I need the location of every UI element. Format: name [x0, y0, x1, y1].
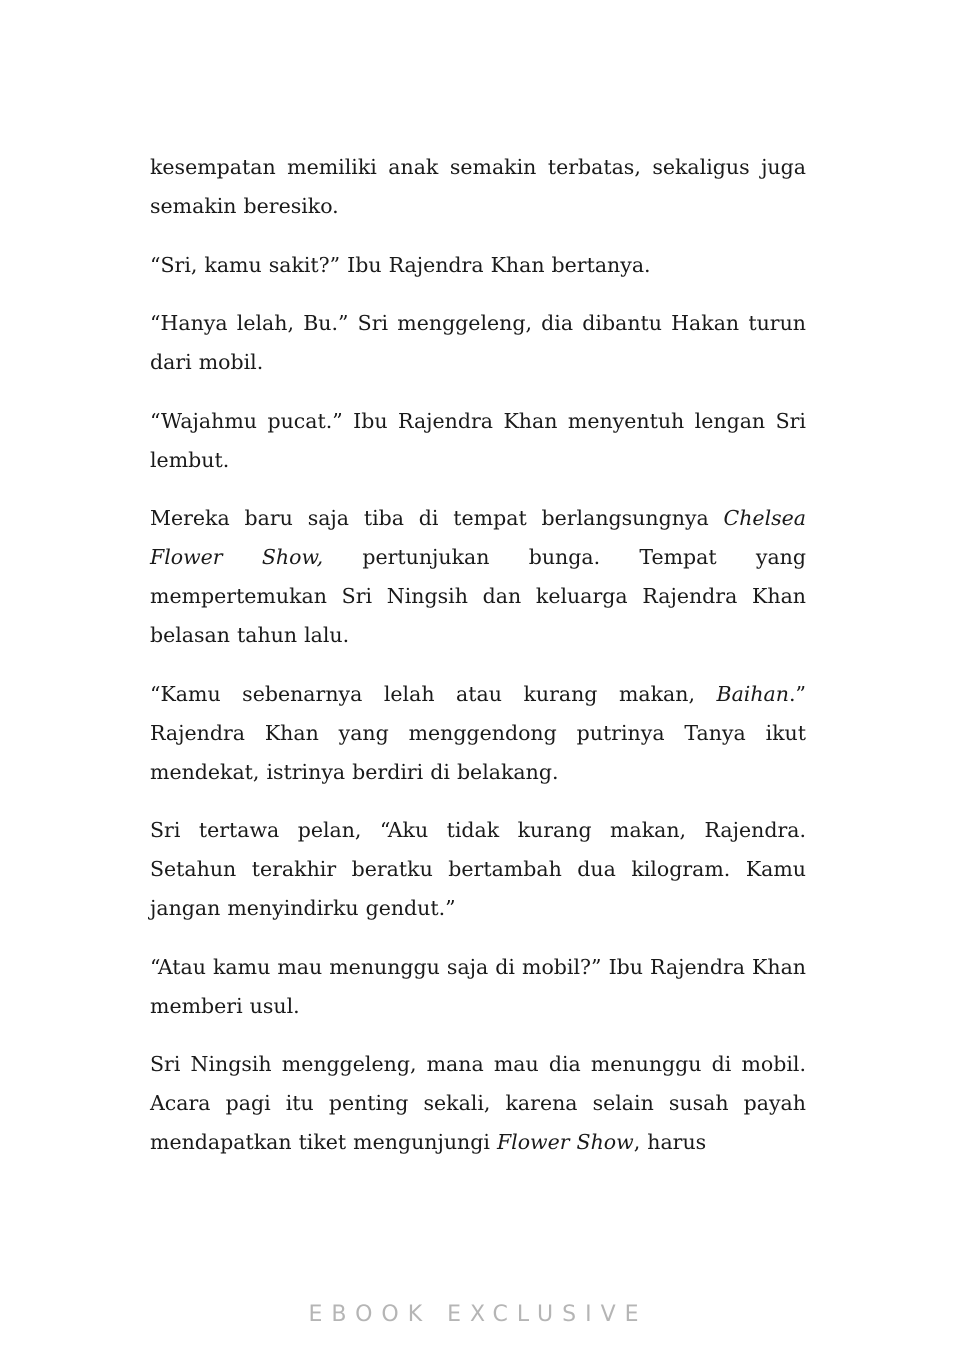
paragraph-text: Mereka baru saja tiba di tempat berlangsungnya [150, 506, 724, 530]
paragraph-text: pertunjukan bunga. Tempat yang mempertemukan Sri Ningsih dan keluarga Rajendra Khan belasan tahun lalu. [150, 545, 806, 647]
italic-text: Chelsea Flower Show, [150, 506, 806, 569]
paragraph-1 [150, 148, 806, 226]
paragraph-7 [150, 811, 806, 928]
paragraph-4 [150, 402, 806, 480]
paragraph-text: , harus [633, 1130, 707, 1154]
italic-text: Flower Show [496, 1130, 634, 1154]
paragraph-6 [150, 675, 806, 792]
paragraph-text: kesempatan memiliki anak semakin terbatas, sekaligus juga semakin beresiko. [150, 155, 806, 218]
paragraph-3 [150, 304, 806, 382]
paragraph-text: “Hanya lelah, Bu.” Sri menggeleng, dia dibantu Hakan turun dari mobil. [150, 311, 806, 374]
paragraph-text: “Wajahmu pucat.” Ibu Rajendra Khan menyentuh lengan Sri lembut. [150, 408, 806, 472]
italic-text: Baihan [716, 681, 789, 706]
page-body [150, 148, 806, 1182]
paragraph-text: “Kamu sebenarnya lelah atau kurang makan, [150, 681, 717, 706]
paragraph-8 [150, 948, 806, 1026]
paragraph-2 [150, 246, 806, 285]
paragraph-text: Sri tertawa pelan, “Aku tidak kurang makan, Rajendra. Setahun terakhir beratku bertambah dua kilogram. Kamu jangan menyindirku gendut.” [150, 818, 806, 920]
paragraph-text: “Atau kamu mau menunggu saja di mobil?” Ibu Rajendra Khan memberi usul. [150, 954, 806, 1018]
paragraph-text: Sri Ningsih menggeleng, mana mau dia menunggu di mobil. Acara pagi itu penting sekali, karena selain susah payah mendapatkan tiket mengunjungi [150, 1052, 806, 1154]
paragraph-5 [150, 499, 806, 655]
paragraph-text: .” Rajendra Khan yang menggendong putrinya Tanya ikut mendekat, istrinya berdiri di belakang. [150, 681, 806, 784]
footer-watermark: EBOOK EXCLUSIVE [308, 1302, 648, 1327]
paragraph-9 [150, 1045, 806, 1162]
paragraph-text: “Sri, kamu sakit?” Ibu Rajendra Khan bertanya. [150, 252, 651, 277]
